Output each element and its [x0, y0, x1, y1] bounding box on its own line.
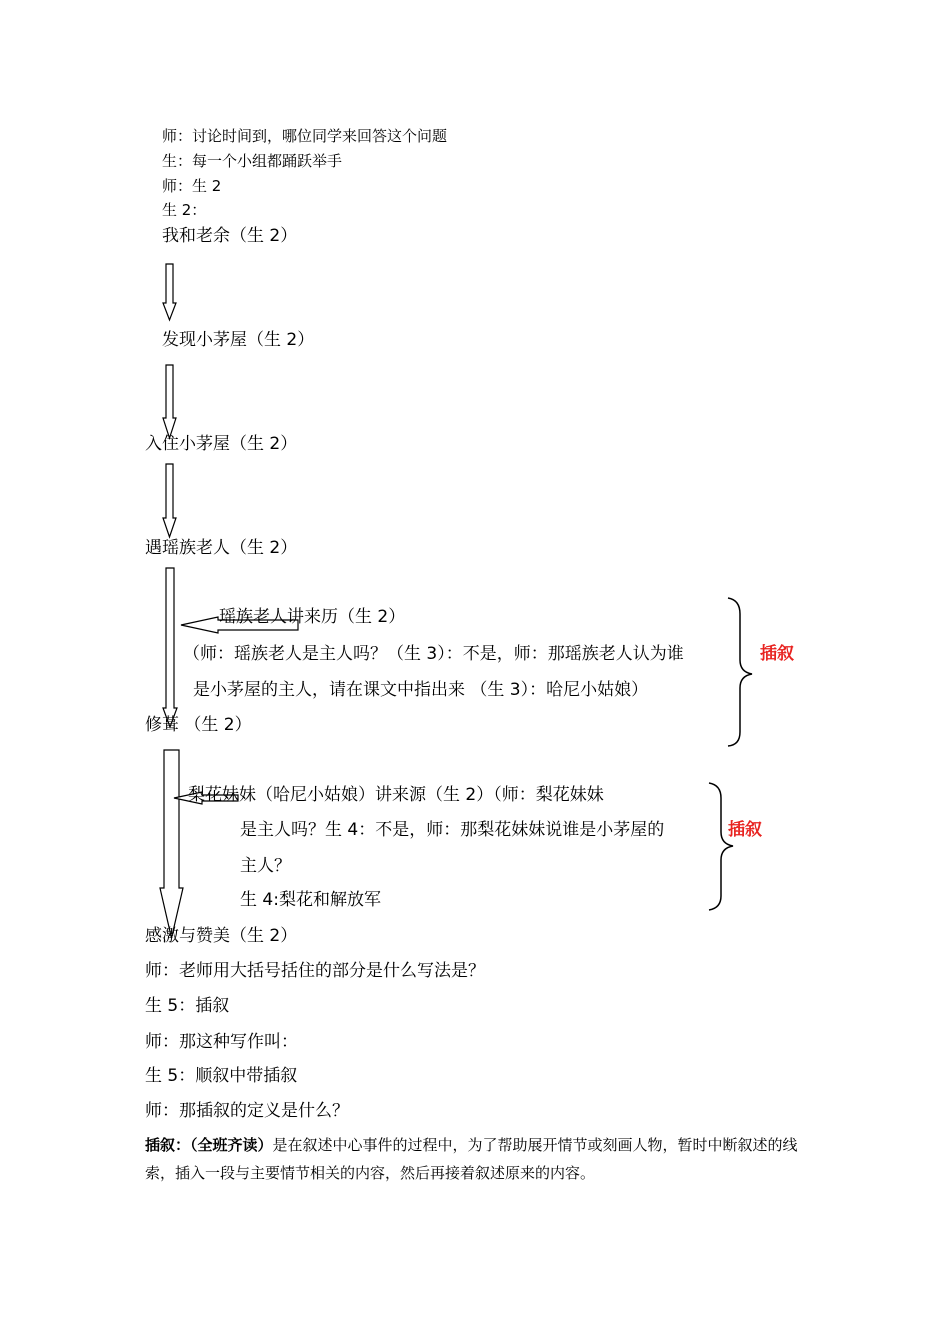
flow-step-4: 遇瑶族老人（生 2）	[145, 538, 298, 558]
insert2-line-3: 主人？	[240, 856, 291, 876]
down-arrow-2	[163, 365, 176, 438]
right-brace-1	[728, 598, 752, 746]
dialogue-bottom-1: 师：老师用大括号括住的部分是什么写法是？	[145, 961, 485, 981]
insert1-line-3: 是小茅屋的主人，请在课文中指出来 （生 3）：哈尼小姑娘）	[193, 680, 649, 700]
down-arrow-3	[163, 464, 176, 537]
dialogue-line-1: 师：讨论时间到，哪位同学来回答这个问题	[162, 127, 448, 145]
flow-step-1: 我和老余（生 2）	[162, 226, 298, 246]
dialogue-bottom-4: 生 5：顺叙中带插叙	[145, 1066, 298, 1086]
down-arrow-5	[160, 750, 183, 938]
insert1-line-2: （师：瑶族老人是主人吗？（生 3）：不是，师：那瑶族老人认为谁	[183, 644, 684, 664]
dialogue-line-2: 生：每一个小组都踊跃举手	[162, 152, 343, 170]
insert1-tag: 插叙	[760, 644, 794, 664]
right-brace-2	[709, 783, 733, 910]
insert2-line-2: 是主人吗？生 4：不是，师：那梨花妹妹说谁是小茅屋的	[240, 820, 665, 840]
dialogue-bottom-5: 师：那插叙的定义是什么？	[145, 1101, 349, 1121]
flow-step-2: 发现小茅屋（生 2）	[162, 330, 315, 350]
insert2-line-1: 梨花妹妹（哈尼小姑娘）讲来源（生 2）（师：梨花妹妹	[188, 785, 604, 805]
dialogue-bottom-2: 生 5：插叙	[145, 996, 230, 1016]
down-arrow-1	[163, 264, 176, 320]
definition-paragraph	[145, 1131, 815, 1187]
definition-term: 插叙：	[145, 1136, 191, 1154]
dialogue-line-3: 师：生 2	[162, 177, 222, 195]
definition-note: （全班齐读）	[190, 1136, 273, 1154]
dialogue-bottom-3: 师：那这种写作叫：	[145, 1032, 298, 1052]
flow-step-3: 入住小茅屋（生 2）	[145, 434, 298, 454]
insert2-tag: 插叙	[728, 820, 762, 840]
definition-text: 是在叙述中心事件的过程中，为了帮助展开情节或刻画人物，暂时中断叙述的线索，插入一段与主要情节相关的内容，然后再接着叙述原来的内容。	[145, 1136, 798, 1182]
flow-step-6: 感激与赞美（生 2）	[145, 926, 298, 946]
down-arrow-4	[163, 568, 177, 727]
flow-step-5: 修葺 （生 2）	[145, 715, 252, 735]
insert1-line-1: 瑶族老人讲来历（生 2）	[219, 607, 406, 627]
insert2-line-4: 生 4:梨花和解放军	[240, 890, 381, 910]
dialogue-line-4: 生 2：	[162, 201, 207, 219]
